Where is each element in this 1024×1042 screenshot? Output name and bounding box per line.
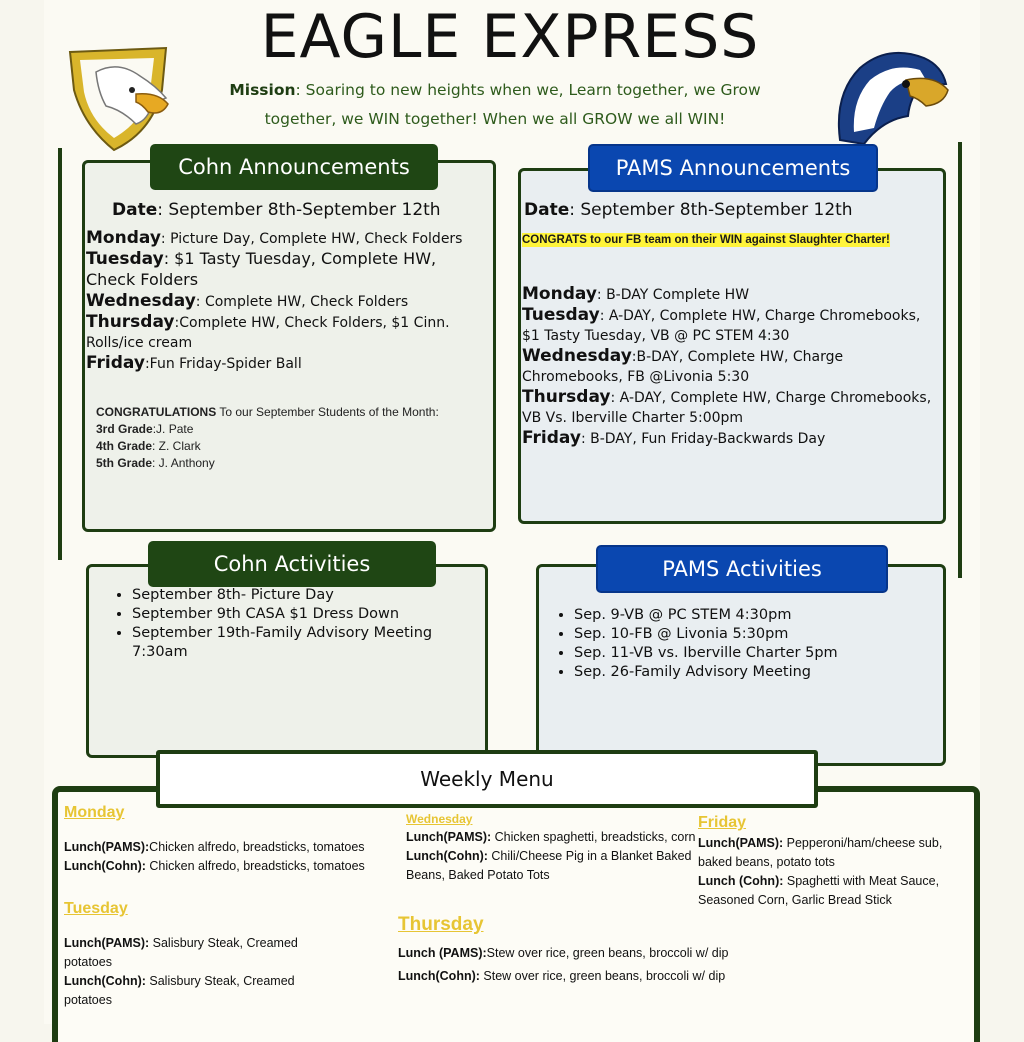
cohn-day-friday: Friday:Fun Friday-Spider Ball (86, 353, 302, 373)
list-item: • Sep. 26-Family Advisory Meeting (574, 663, 944, 682)
left-divider-line (58, 148, 62, 560)
pams-day-thursday: Thursday: A-DAY, Complete HW, Charge Chromebooks, VB Vs. Iberville Charter 5:00pm (522, 387, 932, 426)
weekly-menu-tab: Weekly Menu (156, 750, 818, 808)
cohn-day-tuesday: Tuesday: $1 Tasty Tuesday, Complete HW, Check Folders (86, 249, 437, 289)
list-item: • Sep. 10-FB @ Livonia 5:30pm (574, 625, 944, 644)
cohn-date (112, 200, 441, 220)
pams-days-list (522, 284, 932, 449)
student-3rd: 3rd Grade:J. Pate (96, 422, 194, 436)
student-4th: 4th Grade: Z. Clark (96, 439, 201, 453)
cohn-activities-list (114, 586, 472, 662)
menu-monday-label: Monday (64, 804, 125, 821)
pams-activities-tab: PAMS Activities (596, 545, 888, 593)
cohn-day-monday: Monday: Picture Day, Complete HW, Check Folders (86, 228, 463, 248)
mission-label: Mission (229, 81, 296, 99)
menu-friday-label: Friday (698, 814, 747, 831)
list-item: • Sep. 9-VB @ PC STEM 4:30pm (574, 606, 944, 625)
cohn-day-thursday: Thursday:Complete HW, Check Folders, $1 Cinn. Rolls/ice cream (86, 312, 450, 351)
menu-wednesday: Lunch(PAMS): Chicken spaghetti, breadsticks, corn Lunch(Cohn): Chili/Cheese Pig in a Blanket Baked Beans, Baked Potato Tots (406, 830, 696, 882)
eagle-shield-logo-icon (66, 46, 172, 152)
right-divider-line (958, 142, 962, 578)
pams-date-value: : September 8th-September 12th (569, 200, 853, 220)
pams-activities-list (556, 606, 944, 682)
cohn-date-label: Date (112, 200, 158, 220)
pams-congrats-highlight: CONGRATS to our FB team on their WIN against Slaughter Charter! (522, 234, 890, 246)
list-item: • Sep. 11-VB vs. Iberville Charter 5pm (574, 644, 944, 663)
menu-wednesday-label: Wednesday (406, 812, 473, 826)
pams-announcements-tab: PAMS Announcements (588, 144, 878, 192)
menu-friday: Lunch(PAMS): Pepperoni/ham/cheese sub, baked beans, potato tots Lunch (Cohn): Spaghetti with Meat Sauce, Seasoned Corn, Garlic Bread Stick (698, 836, 943, 907)
congrats-line: CONGRATULATIONS To our September Students of the Month: (96, 405, 439, 419)
menu-monday: Lunch(PAMS):Chicken alfredo, breadsticks, tomatoes Lunch(Cohn): Chicken alfredo, breadsticks, tomatoes (64, 840, 365, 873)
menu-tuesday-label: Tuesday (64, 900, 128, 917)
mission-statement (200, 76, 790, 134)
pams-day-tuesday: Tuesday: A-DAY, Complete HW, Charge Chromebooks, $1 Tasty Tuesday, VB @ PC STEM 4:30 (522, 305, 921, 344)
list-item: • September 8th- Picture Day (132, 586, 472, 605)
mission-text: : Soaring to new heights when we, Learn together, we Grow together, we WIN together! When we all GROW we all WIN! (264, 81, 761, 128)
cohn-date-value: : September 8th-September 12th (157, 200, 441, 220)
cohn-announcements-tab: Cohn Announcements (150, 144, 438, 190)
newsletter-title: EAGLE EXPRESS (260, 2, 760, 72)
pams-day-monday: Monday: B-DAY Complete HW (522, 284, 750, 304)
pams-date (524, 200, 853, 220)
menu-tuesday: Lunch(PAMS): Salisbury Steak, Creamed potatoes Lunch(Cohn): Salisbury Steak, Creamed potatoes (64, 936, 298, 1007)
cohn-days-list (86, 228, 482, 374)
eagle-head-logo-icon (830, 44, 950, 148)
menu-thursday-label: Thursday (398, 914, 484, 935)
student-5th: 5th Grade: J. Anthony (96, 456, 215, 470)
list-item: • September 9th CASA $1 Dress Down (132, 605, 472, 624)
cohn-day-wednesday: Wednesday: Complete HW, Check Folders (86, 291, 409, 311)
cohn-congrats (96, 404, 466, 472)
list-item: • September 19th-Family Advisory Meeting 7:30am (132, 624, 472, 662)
pams-day-friday: Friday: B-DAY, Fun Friday-Backwards Day (522, 428, 826, 448)
menu-thursday: Lunch (PAMS):Stew over rice, green beans, broccoli w/ dip Lunch(Cohn): Stew over rice, green beans, broccoli w/ dip (398, 946, 729, 983)
cohn-activities-tab: Cohn Activities (148, 541, 436, 587)
pams-date-label: Date (524, 200, 570, 220)
pams-day-wednesday: Wednesday:B-DAY, Complete HW, Charge Chromebooks, FB @Livonia 5:30 (522, 346, 844, 385)
